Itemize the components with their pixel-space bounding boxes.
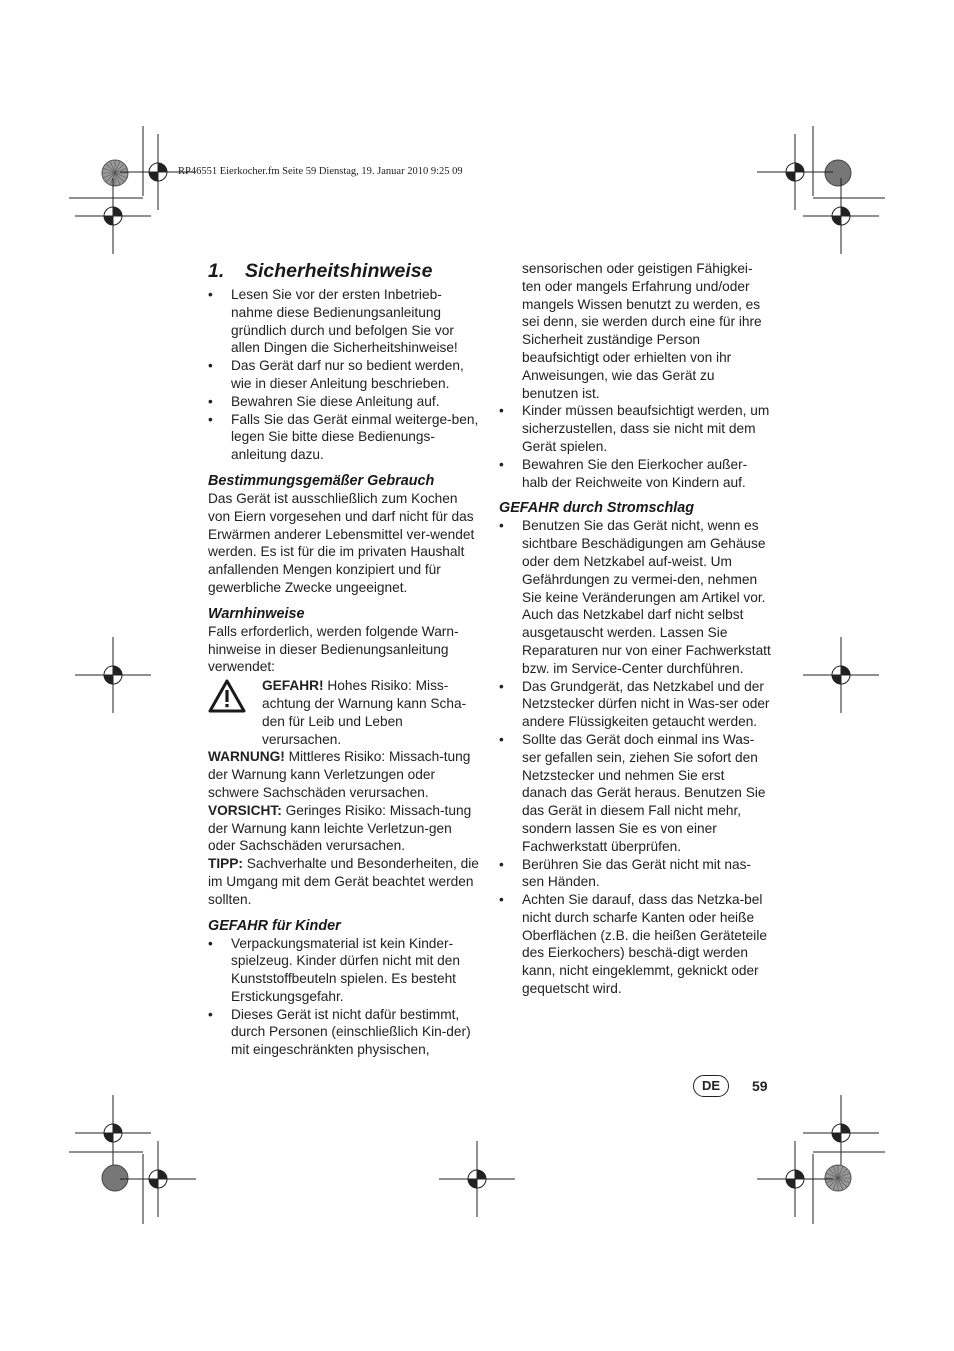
warnung-paragraph bbox=[208, 748, 480, 801]
gefahr-text: Hohes Risiko: Miss-achtung der Warnung kann Scha-den für Leib und Leben verursachen. bbox=[262, 678, 467, 747]
vorsicht-paragraph bbox=[208, 802, 480, 855]
warning-triangle-icon bbox=[208, 679, 246, 713]
intro-bullet-list bbox=[208, 286, 480, 464]
list-item: • Benutzen Sie das Gerät nicht, wenn es sichtbare Beschädigungen am Gehäuse oder dem Netzkabel auf-weist. Um Gefährdungen zu vermei-den, nehmen Sie keine Veränderungen am Artikel vor. Auch das Netzkabel darf nicht selbst ausgetauscht werden. Lassen Sie Reparaturen nur von einer Fachwerkstatt bzw. im Service-Center durchführen. bbox=[499, 518, 771, 676]
bullet-icon: • bbox=[208, 358, 213, 374]
bullet-icon: • bbox=[499, 403, 504, 419]
tipp-label: TIPP: bbox=[208, 856, 243, 872]
right-column bbox=[499, 260, 771, 998]
bullet-icon: • bbox=[499, 731, 504, 747]
tipp-paragraph bbox=[208, 855, 480, 908]
tipp-text: Sachverhalte und Besonderheiten, die im Umgang mit dem Gerät beachtet werden sollten. bbox=[208, 856, 479, 907]
page-number: 59 bbox=[752, 1078, 768, 1094]
bullet-icon: • bbox=[499, 456, 504, 472]
warnung-text: Mittleres Risiko: Missach-tung der Warnung kann Verletzungen oder schwere Sachschäden verursachen. bbox=[208, 749, 471, 800]
list-item: • Das Gerät darf nur so bedient werden, wie in dieser Anleitung beschrieben. bbox=[208, 358, 464, 391]
language-badge: DE bbox=[693, 1075, 729, 1097]
bullet-icon: • bbox=[499, 678, 504, 694]
section-number: 1. bbox=[208, 260, 225, 282]
section-title bbox=[208, 258, 480, 284]
bullet-icon: • bbox=[499, 856, 504, 872]
bullet-icon: • bbox=[208, 287, 213, 302]
kinder-bullet-list-continued bbox=[499, 402, 771, 491]
list-item: • Dieses Gerät ist nicht dafür bestimmt, durch Personen (einschließlich Kin-der) mit eingeschränkten physischen, bbox=[208, 1006, 471, 1058]
list-item: • Das Grundgerät, das Netzkabel und der Netzstecker dürfen nicht in Was-ser oder andere Flüssigkeiten getaucht werden. bbox=[499, 678, 770, 730]
list-item: • Achten Sie darauf, dass das Netzka-bel nicht durch scharfe Kanten oder heiße Oberflächen (z.B. die heißen Geräteteile des Eierkochers) beschä-digt werden kann, nicht eingeklemmt, geknickt oder gequetscht wird. bbox=[499, 892, 767, 997]
gefahr-block bbox=[208, 677, 480, 748]
bullet-icon: • bbox=[499, 518, 504, 534]
warnhinweise-intro: Falls erforderlich, werden folgende Warn-hinweise in dieser Bedienungsanleitung verwendet: bbox=[208, 623, 459, 675]
warnung-label: WARNUNG! bbox=[208, 749, 285, 765]
list-item: • Verpackungsmaterial ist kein Kinder-spielzeug. Kinder dürfen nicht mit den Kunststoffbeuteln spielen. Es besteht Erstickungsgefahr. bbox=[208, 935, 461, 1004]
kinder-continuation: sensorischen oder geistigen Fähigkei-ten oder mangels Erfahrung und/oder mangels Wissen benutzt zu werden, es sei denn, sie werden durch eine für ihre Sicherheit zuständige Person beaufsichtigt oder erhielten von ihr Anweisungen, wie das Gerät zu benutzen ist. bbox=[522, 261, 762, 401]
heading-bestimmung: Bestimmungsgemäßer Gebrauch bbox=[208, 472, 435, 489]
heading-kinder: GEFAHR für Kinder bbox=[208, 917, 341, 934]
gefahr-label: GEFAHR! bbox=[262, 678, 324, 694]
list-item: • Lesen Sie vor der ersten Inbetrieb-nahme diese Bedienungsanleitung gründlich durch und befolgen Sie vor allen Dingen die Sicherheitshinweise! bbox=[208, 287, 458, 356]
left-column bbox=[208, 258, 480, 1059]
file-info-header: RP46551 Eierkocher.fm Seite 59 Dienstag, 19. Januar 2010 9:25 09 bbox=[178, 166, 463, 177]
bullet-icon: • bbox=[499, 892, 504, 908]
bullet-icon: • bbox=[208, 411, 213, 427]
bullet-icon: • bbox=[208, 935, 213, 951]
list-item: • Kinder müssen beaufsichtigt werden, um sicherzustellen, dass sie nicht mit dem Gerät spielen. bbox=[499, 403, 770, 454]
vorsicht-label: VORSICHT: bbox=[208, 802, 282, 818]
list-item: • Bewahren Sie diese Anleitung auf. bbox=[208, 393, 440, 409]
heading-warnhinweise: Warnhinweise bbox=[208, 605, 305, 622]
strom-bullet-list bbox=[499, 517, 771, 998]
list-item: • Bewahren Sie den Eierkocher außer-halb der Reichweite von Kindern auf. bbox=[499, 456, 748, 490]
vorsicht-text: Geringes Risiko: Missach-tung der Warnung kann leichte Verletzun-gen oder Sachschäden verursachen. bbox=[208, 802, 472, 854]
section-title-text: Sicherheitshinweise bbox=[245, 260, 433, 282]
kinder-bullet-list bbox=[208, 935, 480, 1060]
heading-stromschlag: GEFAHR durch Stromschlag bbox=[499, 500, 695, 517]
list-item: • Falls Sie das Gerät einmal weiterge-ben, legen Sie bitte diese Bedienungs-anleitung dazu. bbox=[208, 411, 479, 463]
list-item: • Berühren Sie das Gerät nicht mit nas-sen Händen. bbox=[499, 856, 751, 890]
bestimmung-text: Das Gerät ist ausschließlich zum Kochen von Eiern vorgesehen und darf nicht für das Erwärmen anderer Lebensmittel ver-wendet werden. Es ist für die im privaten Haushalt anfallenden Mengen konzipiert und für gewerbliche Zwecke ungeeignet. bbox=[208, 490, 475, 595]
bullet-icon: • bbox=[208, 1006, 213, 1022]
bullet-icon: • bbox=[208, 393, 213, 409]
list-item: • Sollte das Gerät doch einmal ins Was-ser gefallen sein, ziehen Sie sofort den Netzstecker und nehmen Sie erst danach das Gerät heraus. Benutzen Sie das Gerät in diesem Fall nicht mehr, sondern lassen Sie es von einer Fachwerkstatt überprüfen. bbox=[499, 731, 766, 854]
